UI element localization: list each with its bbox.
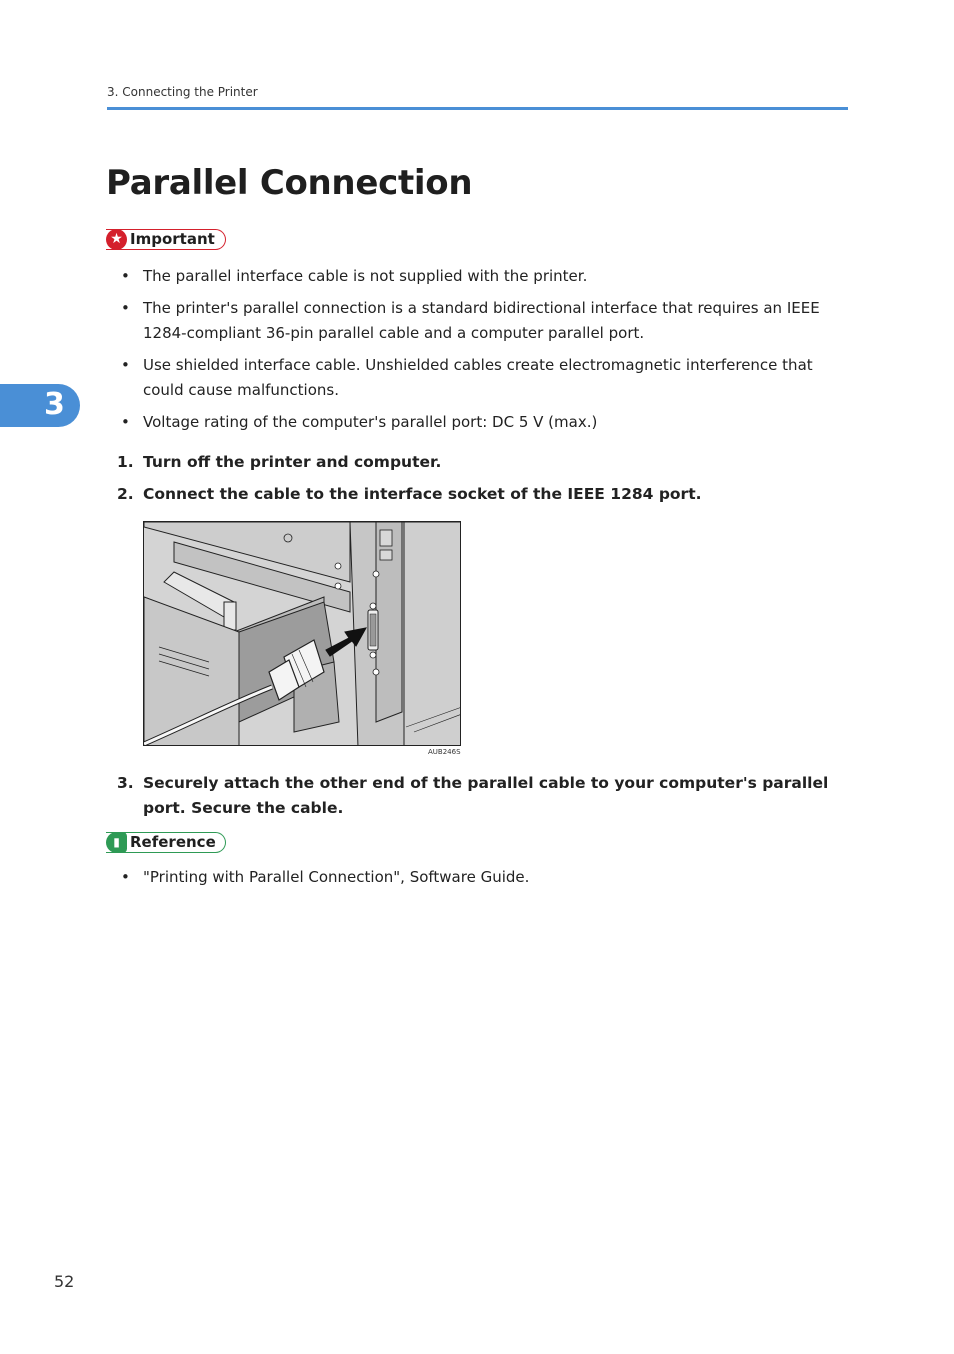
list-item: • Voltage rating of the computer's parallel port: DC 5 V (max.) [115,410,855,435]
reference-label [106,832,226,853]
star-icon: ★ [106,229,127,250]
page-number: 52 [54,1272,75,1291]
reference-label-text: Reference [130,833,216,851]
chapter-number: 3 [44,387,65,422]
printer-connection-illustration [143,521,461,746]
important-list [115,264,855,442]
list-item: • "Printing with Parallel Connection", Software Guide. [115,865,855,890]
step-2 [117,482,857,507]
header-rule [107,107,848,110]
step-3 [117,771,857,821]
step-number: 3. [117,774,134,792]
step-number: 2. [117,485,134,503]
running-head: 3. Connecting the Printer [107,85,258,99]
page-title: Parallel Connection [106,163,473,203]
important-label [106,229,226,250]
reference-list [115,865,855,897]
important-label-text: Important [130,230,215,248]
step-text: Turn off the printer and computer. [143,453,442,471]
step-text: Securely attach the other end of the parallel cable to your computer's parallel port. Secure the cable. [143,774,829,817]
figure-code: AUB246S [428,748,461,756]
step-1 [117,450,857,475]
list-item: • The printer's parallel connection is a standard bidirectional interface that requires an IEEE 1284-compliant 36-pin parallel cable and a computer parallel port. [115,296,855,346]
list-item: • The parallel interface cable is not supplied with the printer. [115,264,855,289]
list-item: • Use shielded interface cable. Unshielded cables create electromagnetic interference that could cause malfunctions. [115,353,855,403]
step-number: 1. [117,453,134,471]
step-text: Connect the cable to the interface socket of the IEEE 1284 port. [143,485,702,503]
chapter-tab [0,384,80,427]
book-icon: ▮ [106,832,127,853]
illustration-svg [144,522,461,746]
